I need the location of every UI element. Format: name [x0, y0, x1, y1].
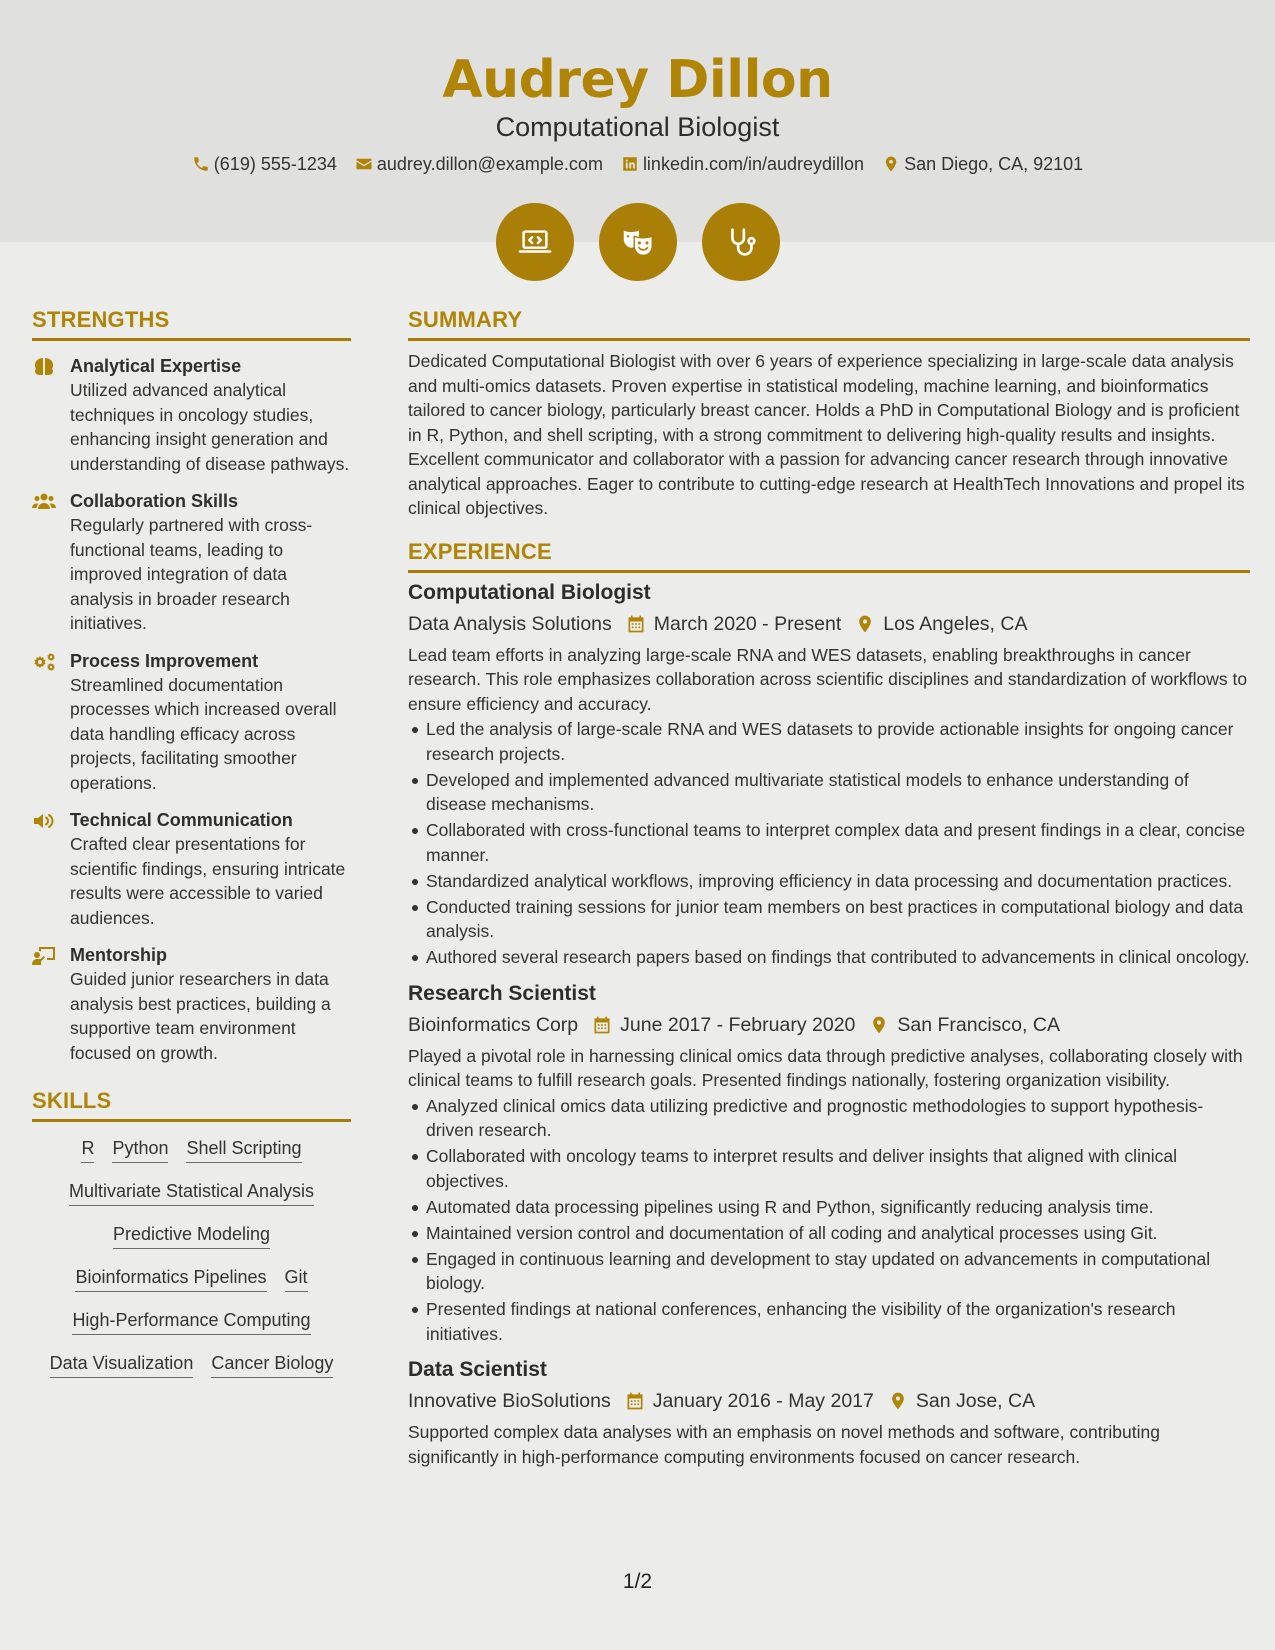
strength-title: Process Improvement: [70, 650, 259, 671]
strength-item: [32, 808, 351, 930]
strength-desc: Utilized advanced analytical techniques in oncology studies, enhancing insight generation and understanding of disease pathways.: [70, 380, 350, 474]
job-dates: January 2016 - May 2017: [652, 1390, 874, 1412]
list-item: Led the analysis of large-scale RNA and WES datasets to provide actionable insights for ongoing cancer research projects.: [408, 717, 1250, 766]
candidate-name: Audrey Dillon: [442, 50, 833, 110]
volume-icon: [32, 811, 56, 831]
job-description: Supported complex data analyses with an emphasis on novel methods and software, contributing significantly in high-performance computing environments focused on cancer research.: [408, 1422, 1160, 1467]
skill-tag: Cancer Biology: [211, 1351, 333, 1378]
strengths-heading: STRENGTHS: [32, 306, 351, 341]
skill-tag: High-Performance Computing: [72, 1308, 310, 1335]
job-dates: March 2020 - Present: [653, 612, 842, 635]
job-entry: [408, 579, 1250, 970]
chalkboard-teacher-icon: [32, 946, 56, 966]
list-item: Authored several research papers based on findings that contributed to advancements in clinical oncology.: [408, 945, 1250, 970]
job-bullets: [408, 717, 1250, 970]
list-item: Presented findings at national conferences, enhancing the visibility of the organization's research initiatives.: [408, 1297, 1250, 1346]
strength-title: Analytical Expertise: [70, 356, 242, 376]
job-title: Computational Biologist: [408, 580, 651, 604]
job-title: Research Scientist: [408, 981, 596, 1005]
contact-bar: [0, 152, 1275, 176]
phone-icon: [192, 155, 210, 173]
brain-icon: [32, 357, 56, 377]
location-pin-icon: [888, 1391, 908, 1411]
skill-tag: Predictive Modeling: [113, 1222, 270, 1249]
list-item: Maintained version control and documentation of all coding and analytical processes using Git.: [408, 1221, 1250, 1246]
linkedin-icon: [621, 155, 639, 173]
strength-item: [32, 489, 351, 636]
contact-linkedin-text: linkedin.com/in/audreydillon: [642, 154, 865, 174]
location-pin-icon: [869, 1015, 889, 1035]
job-dates: June 2017 - February 2020: [620, 1013, 856, 1036]
list-item: Conducted training sessions for junior team members on best practices in computational biology and data analysis.: [408, 895, 1250, 944]
strength-item: [32, 354, 351, 476]
contact-phone[interactable]: [192, 152, 337, 176]
envelope-icon: [355, 155, 373, 173]
list-item: Developed and implemented advanced multivariate statistical models to enhance understanding of disease mechanisms.: [408, 768, 1250, 817]
strength-desc: Streamlined documentation processes which increased overall data handling efficacy across projects, facilitating smoother operations.: [70, 674, 337, 793]
left-column: [32, 306, 351, 1394]
summary-heading: SUMMARY: [408, 306, 1250, 341]
skill-tag: Shell Scripting: [186, 1136, 301, 1163]
candidate-title: Computational Biologist: [495, 112, 780, 142]
job-title: Data Scientist: [408, 1358, 547, 1381]
job-company: Data Analysis Solutions: [408, 612, 612, 635]
job-entry: [408, 1356, 1250, 1469]
location-pin-icon: [855, 614, 875, 634]
strength-item: [32, 649, 351, 796]
job-meta: [408, 1388, 1250, 1414]
skill-tag: Data Visualization: [50, 1351, 194, 1378]
contact-linkedin[interactable]: [621, 152, 864, 176]
strength-title: Collaboration Skills: [70, 491, 239, 511]
list-item: Standardized analytical workflows, improving efficiency in data processing and documentation practices.: [408, 869, 1250, 894]
location-pin-icon: [882, 155, 900, 173]
badge-laptop: [496, 203, 574, 281]
contact-location-text: San Diego, CA, 92101: [904, 154, 1084, 174]
badge-stethoscope: [702, 203, 780, 281]
strength-item: [32, 943, 351, 1065]
skill-tag: Git: [285, 1265, 308, 1292]
strength-title: Technical Communication: [70, 810, 293, 830]
contact-email-text: audrey.dillon@example.com: [376, 154, 603, 174]
summary-text: Dedicated Computational Biologist with over 6 years of experience specializing in large-scale data analysis and multi-omics datasets. Proven expertise in statistical modeling, machine learning, and bioinformatics tailored to cancer biology, particularly breast cancer. Holds a PhD in Computational Biology and is proficient in R, Python, and shell scripting, with a strong commitment to delivering high-quality results and insights. Excellent communicator and collaborator with a passion for advancing cancer research through innovative analytical approaches. Eager to contribute to cutting-edge research at HealthTech Innovations and propel its clinical objectives.: [408, 351, 1245, 518]
job-meta: [408, 611, 1250, 637]
calendar-icon: [626, 614, 646, 634]
skill-tag: R: [81, 1136, 94, 1163]
calendar-icon: [625, 1391, 645, 1411]
job-location: San Francisco, CA: [897, 1013, 1060, 1036]
contact-email[interactable]: [355, 152, 603, 176]
job-bullets: [408, 1094, 1250, 1347]
list-item: Collaborated with oncology teams to interpret results and deliver insights that aligned with clinical objectives.: [408, 1144, 1250, 1193]
skill-tag: Python: [112, 1136, 168, 1163]
strength-desc: Crafted clear presentations for scientific findings, ensuring intricate results were accessible to varied audiences.: [70, 834, 346, 928]
list-item: Analyzed clinical omics data utilizing predictive and prognostic methodologies to support hypothesis-driven research.: [408, 1094, 1250, 1143]
skill-tag: Multivariate Statistical Analysis: [69, 1179, 314, 1206]
laptop-code-icon: [516, 223, 554, 261]
strength-desc: Guided junior researchers in data analysis best practices, building a supportive team environment focused on growth.: [70, 969, 331, 1063]
skills-heading: SKILLS: [32, 1087, 351, 1122]
users-icon: [32, 492, 56, 512]
job-location: Los Angeles, CA: [883, 612, 1028, 635]
theater-masks-icon: [619, 223, 657, 261]
contact-phone-text: (619) 555-1234: [213, 154, 337, 174]
job-description: Played a pivotal role in harnessing clinical omics data through predictive analyses, collaborating closely with clinical teams to fulfill research goals. Presented findings nationally, fostering organization visibility.: [408, 1045, 1243, 1090]
job-meta: [408, 1012, 1250, 1038]
job-company: Bioinformatics Corp: [408, 1013, 579, 1036]
contact-location: [882, 152, 1083, 176]
list-item: Engaged in continuous learning and development to stay updated on advancements in computational biology.: [408, 1247, 1250, 1296]
job-entry: [408, 980, 1250, 1347]
experience-heading: EXPERIENCE: [408, 538, 1250, 573]
badge-row: [0, 203, 1275, 281]
skill-tag: Bioinformatics Pipelines: [75, 1265, 266, 1292]
cogs-icon: [32, 652, 56, 672]
page-number: 1/2: [622, 1570, 653, 1593]
badge-masks: [599, 203, 677, 281]
list-item: Collaborated with cross-functional teams to interpret complex data and present findings in a clear, concise manner.: [408, 818, 1250, 867]
strength-title: Mentorship: [70, 945, 167, 965]
list-item: Automated data processing pipelines using R and Python, significantly reducing analysis time.: [408, 1195, 1250, 1220]
job-description: Lead team efforts in analyzing large-scale RNA and WES datasets, enabling breakthroughs in cancer research. This role emphasizes collaboration across scientific disciplines and standardization of workflows to ensure efficiency and accuracy.: [408, 644, 1248, 714]
right-column: [408, 306, 1250, 1469]
stethoscope-icon: [722, 223, 760, 261]
strength-desc: Regularly partnered with cross-functional teams, leading to improved integration of data analysis in broader research initiatives.: [70, 515, 313, 633]
job-location: San Jose, CA: [915, 1390, 1036, 1412]
skills-list: [32, 1136, 351, 1378]
calendar-icon: [592, 1015, 612, 1035]
job-company: Innovative BioSolutions: [408, 1390, 611, 1412]
